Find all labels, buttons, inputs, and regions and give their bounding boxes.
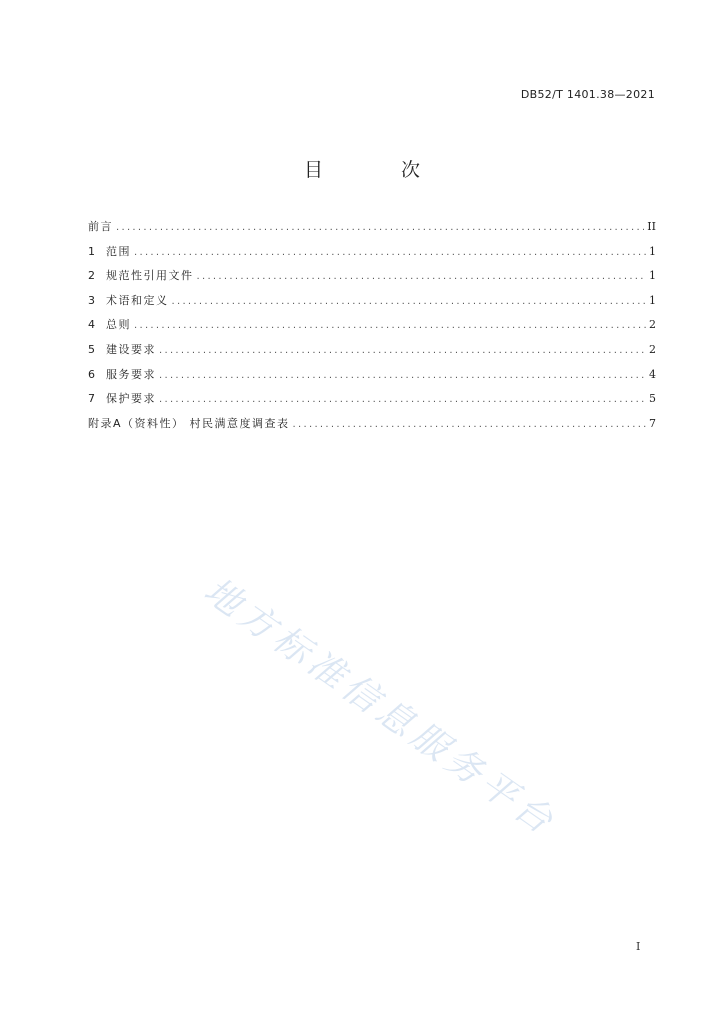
- toc-leader-dots: [159, 370, 646, 381]
- toc-entry-service[interactable]: [88, 366, 656, 391]
- toc-entry-number: 1: [88, 244, 95, 258]
- toc-leader-dots: [134, 247, 646, 258]
- toc-entry-label: 附录A（资料性） 村民满意度调查表: [88, 416, 290, 430]
- toc-entry-protection[interactable]: [88, 390, 656, 415]
- toc-entry-general[interactable]: [88, 316, 656, 341]
- toc-entry-number: 7: [88, 392, 95, 406]
- toc-leader-dots: [293, 419, 646, 430]
- toc-entry-page: II: [647, 220, 656, 233]
- page-title: 目 次: [303, 159, 457, 181]
- toc-leader-dots: [197, 271, 647, 282]
- document-code: DB52/T 1401.38—2021: [520, 88, 655, 101]
- toc-entry-page: 5: [649, 392, 656, 406]
- toc-entry-number: 5: [88, 342, 95, 356]
- toc-entry-page: 1: [649, 293, 656, 307]
- toc-entry-page: 1: [649, 244, 656, 258]
- table-of-contents: [88, 218, 656, 439]
- toc-entry-label: 前言: [88, 220, 113, 233]
- toc-entry-number: 3: [88, 293, 95, 307]
- toc-leader-dots: [134, 320, 646, 331]
- toc-entry-page: 7: [649, 416, 656, 430]
- toc-entry-number: 2: [88, 269, 95, 283]
- toc-leader-dots: [172, 296, 647, 307]
- toc-entry-page: 2: [649, 342, 656, 356]
- toc-entry-number: 6: [88, 367, 95, 381]
- toc-entry-label: 术语和定义: [106, 293, 169, 307]
- toc-entry-label: 保护要求: [106, 392, 156, 406]
- toc-entry-label: 范围: [106, 244, 131, 258]
- toc-leader-dots: [159, 394, 646, 405]
- toc-entry-appendix-a[interactable]: [88, 415, 656, 440]
- toc-entry-foreword[interactable]: [88, 218, 656, 243]
- toc-entry-scope[interactable]: [88, 243, 656, 268]
- page-number: I: [636, 940, 641, 953]
- toc-entry-label: 总则: [106, 318, 131, 332]
- watermark: 地方标准信息服务平台: [196, 570, 565, 845]
- toc-entry-page: 4: [649, 367, 656, 381]
- toc-entry-label: 建设要求: [106, 342, 156, 356]
- toc-entry-page: 1: [649, 269, 656, 283]
- toc-entry-page: 2: [649, 318, 656, 332]
- toc-entry-normative-references[interactable]: [88, 267, 656, 292]
- toc-entry-terms[interactable]: [88, 292, 656, 317]
- toc-entry-label: 服务要求: [106, 367, 156, 381]
- toc-entry-construction[interactable]: [88, 341, 656, 366]
- toc-leader-dots: [159, 345, 646, 356]
- toc-entry-label: 规范性引用文件: [106, 269, 194, 283]
- toc-entry-number: 4: [88, 318, 95, 332]
- toc-leader-dots: [116, 222, 644, 233]
